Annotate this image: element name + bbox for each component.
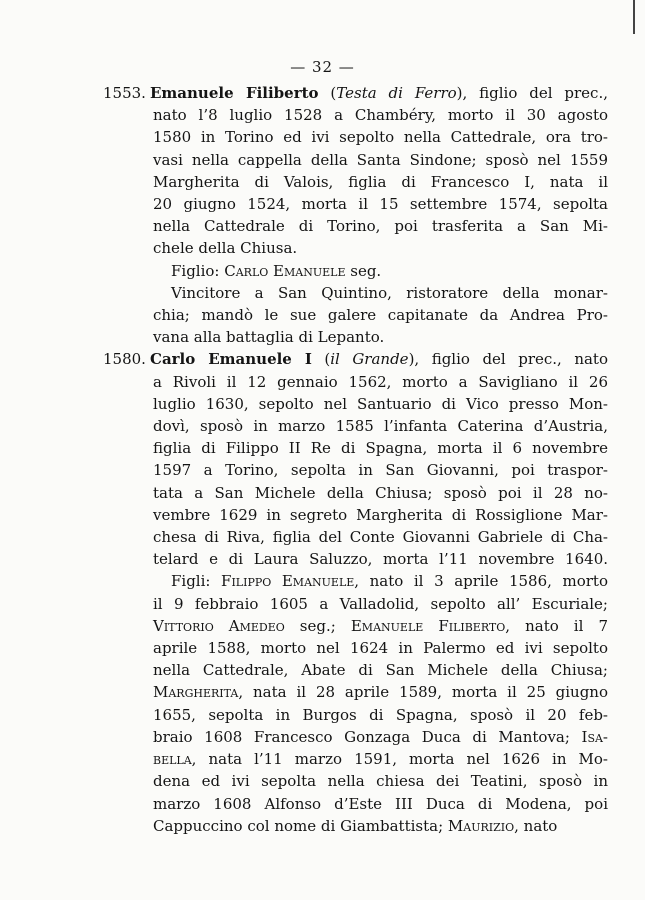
entry-year: 1553.	[103, 84, 146, 102]
text-segment: Figlio:	[171, 261, 225, 280]
entry-year: 1580.	[103, 350, 146, 369]
text-line	[153, 726, 608, 748]
text-segment: a Rivoli il 12 gennaio 1562, morto a Savigliano il 26	[153, 372, 608, 391]
text-line	[153, 482, 608, 504]
text-segment: ), figlio del prec., nato	[408, 350, 608, 369]
text-line	[153, 282, 608, 304]
text-segment: dovì, sposò in marzo 1585 l’infanta Caterina d’Austria,	[153, 417, 608, 436]
text-segment: , nato il 7	[505, 616, 608, 635]
text-line	[153, 526, 608, 548]
text-line	[153, 260, 608, 282]
entry-emanuele-filiberto	[103, 82, 608, 348]
text-line	[153, 393, 608, 415]
text-line	[153, 326, 608, 348]
text-segment: 1597 a Torino, sepolta in San Giovanni, poi traspor-	[153, 461, 608, 480]
text-segment: braio 1608 Francesco Gonzaga Duca di Mantova;	[153, 727, 582, 746]
text-segment: ), figlio del prec.,	[456, 84, 608, 102]
text-line	[153, 504, 608, 526]
text-line	[153, 637, 608, 659]
small-caps-name: Emanuele Filiberto	[350, 616, 506, 635]
text-segment: chele della Chiusa.	[153, 239, 298, 258]
text-line	[153, 126, 608, 148]
entry-carlo-emanuele-i	[103, 348, 608, 836]
text-line	[153, 371, 608, 393]
text-segment: , nato	[514, 816, 558, 835]
text-line	[153, 748, 608, 770]
text-segment: seg.;	[284, 616, 351, 635]
text-segment: dena ed ivi sepolta nella chiesa dei Teatini, sposò in	[153, 772, 608, 791]
text-segment: Vincitore a San Quintino, ristoratore della monar-	[171, 283, 608, 302]
text-line	[153, 237, 608, 259]
text-segment: Margherita di Valois, figlia di Francesco I, nata il	[153, 172, 608, 191]
text-segment: , nata il 28 aprile 1589, morta il 25 giugno	[238, 683, 608, 702]
text-segment: nato l’8 luglio 1528 a Chambéry, morto il 30 agosto	[153, 106, 608, 125]
text-segment: nella Cattedrale, Abate di San Michele della Chiusa;	[153, 661, 608, 680]
text-segment: Figli:	[171, 572, 222, 591]
text-segment: nella Cattedrale di Torino, poi trasferita a San Mi-	[153, 217, 608, 236]
text-segment: figlia di Filippo II Re di Spagna, morta il 6 novembre	[153, 439, 608, 458]
text-segment: 20 giugno 1524, morta il 15 settembre 1574, sepolta	[153, 195, 608, 214]
text-segment: vasi nella cappella della Santa Sindone; sposò nel 1559	[153, 150, 608, 169]
text-line	[153, 548, 608, 570]
text-line	[150, 348, 608, 370]
entry-name: Emanuele Filiberto	[150, 84, 319, 102]
text-line	[153, 770, 608, 792]
small-caps-name: Carlo Emanuele	[224, 261, 346, 280]
epithet: Testa di Ferro	[336, 84, 457, 102]
text-segment: Cappuccino col nome di Giambattista;	[153, 816, 448, 835]
text-segment: il 9 febbraio 1605 a Valladolid, sepolto all’ Escuriale;	[153, 594, 608, 613]
text-segment: chesa di Riva, figlia del Conte Giovanni Gabriele di Cha-	[153, 528, 608, 547]
text-segment: 1655, sepolta in Burgos di Spagna, sposò il 20 feb-	[153, 705, 608, 724]
epithet: il Grande	[330, 350, 409, 369]
text-line	[153, 570, 608, 592]
text-line	[153, 437, 608, 459]
text-line	[153, 615, 608, 637]
small-caps-name: Margherita	[153, 683, 239, 702]
text-line	[153, 659, 608, 681]
text-line	[153, 459, 608, 481]
text-line	[153, 304, 608, 326]
text-line	[153, 681, 608, 703]
text-segment: telard e di Laura Saluzzo, morta l’11 novembre 1640.	[153, 550, 608, 569]
text-segment: 1580 in Torino ed ivi sepolto nella Cattedrale, ora tro-	[153, 128, 608, 147]
text-line	[153, 593, 608, 615]
small-caps-name: Vittorio Amedeo	[153, 616, 285, 635]
text-line	[150, 82, 608, 104]
text-segment: chia; mandò le sue galere capitanate da Andrea Pro-	[153, 306, 608, 325]
text-segment: , nata l’11 marzo 1591, morta nel 1626 in Mo-	[191, 750, 608, 769]
text-segment: marzo 1608 Alfonso d’Este III Duca di Modena, poi	[153, 794, 608, 813]
text-line	[153, 149, 608, 171]
text-segment: aprile 1588, morto nel 1624 in Palermo ed ivi sepolto	[153, 639, 608, 658]
small-caps-name: Filippo Emanuele	[221, 572, 355, 591]
main-text	[103, 82, 608, 837]
text-line	[153, 215, 608, 237]
small-caps-name: Maurizio	[447, 816, 515, 835]
page-number: — 32 —	[290, 58, 355, 76]
text-line	[153, 104, 608, 126]
text-line	[153, 415, 608, 437]
text-segment: vembre 1629 in segreto Margherita di Rossiglione Mar-	[153, 505, 608, 524]
text-line	[153, 704, 608, 726]
text-segment: (	[318, 84, 337, 102]
entry-lines	[108, 348, 608, 836]
text-line	[153, 171, 608, 193]
text-segment: , nato il 3 aprile 1586, morto	[354, 572, 608, 591]
text-segment: vana alla battaglia di Lepanto.	[153, 328, 385, 347]
text-line	[153, 193, 608, 215]
text-segment: luglio 1630, sepolto nel Santuario di Vico presso Mon-	[153, 394, 608, 413]
page-edge-mark	[633, 0, 635, 34]
entry-lines	[108, 82, 608, 348]
text-segment: tata a San Michele della Chiusa; sposò poi il 28 no-	[153, 483, 608, 502]
text-line	[153, 815, 608, 837]
text-segment: (	[311, 350, 331, 369]
text-line	[153, 793, 608, 815]
text-segment: seg.	[345, 261, 382, 280]
entry-name: Carlo Emanuele I	[150, 350, 312, 369]
small-caps-name: bella	[153, 750, 192, 769]
small-caps-name: Isa-	[581, 727, 608, 746]
